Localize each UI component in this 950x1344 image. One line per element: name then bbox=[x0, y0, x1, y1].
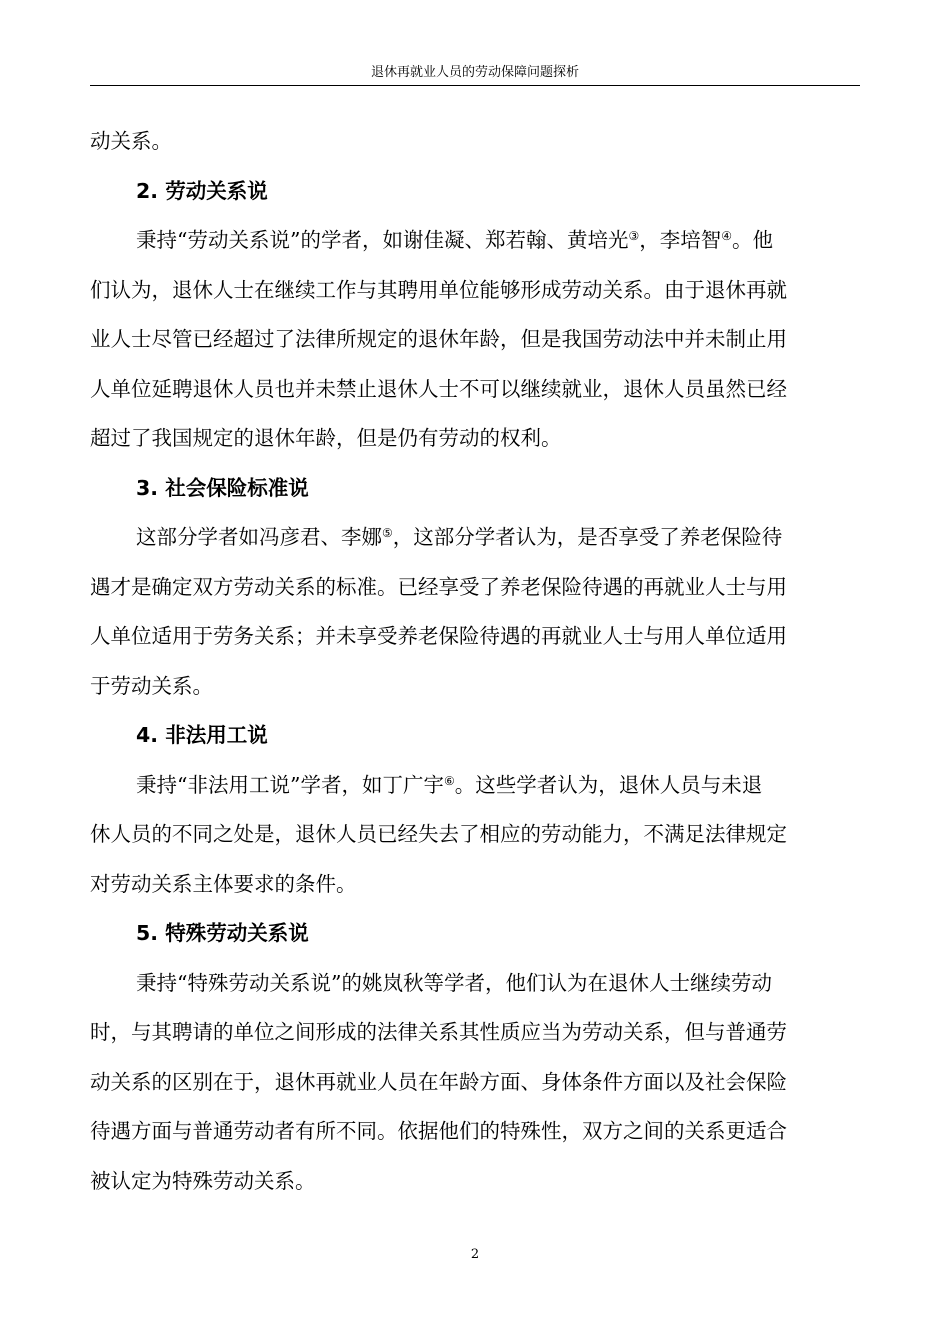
text-line bbox=[90, 216, 862, 266]
text-line: 于劳动关系。 bbox=[90, 673, 213, 698]
text-segment: ，李培智 bbox=[639, 228, 722, 252]
text-segment: 秉持“非法用工说”学者，如丁广宇 bbox=[136, 772, 444, 797]
text-line: 对劳动关系主体要求的条件。 bbox=[90, 871, 357, 896]
text-line: 人单位适用于劳务关系；并未享受养老保险待遇的再就业人士与用人单位适用 bbox=[90, 624, 787, 648]
text-line: 业人士尽管已经超过了法律所规定的退休年龄，但是我国劳动法中并未制止用 bbox=[90, 327, 787, 351]
section-heading-4: 4. 非法用工说 bbox=[136, 723, 268, 747]
document-body bbox=[90, 117, 862, 1206]
page-header: 退休再就业人员的劳动保障问题探析 bbox=[370, 65, 579, 80]
text-line: 休人员的不同之处是，退休人员已经失去了相应的劳动能力，不满足法律规定 bbox=[90, 822, 787, 846]
paragraph-special-labor-relation bbox=[90, 959, 862, 1207]
text-line: 时，与其聘请的单位之间形成的法律关系其性质应当为劳动关系，但与普通劳 bbox=[90, 1020, 787, 1044]
text-segment: ，这部分学者认为，是否享受了养老保险待 bbox=[392, 525, 783, 549]
text-segment: 这部分学者如冯彦君、李娜 bbox=[136, 525, 382, 549]
footnote-ref-4: ④ bbox=[721, 229, 732, 243]
text-segment: 秉持“劳动关系说”的学者，如谢佳凝、郑若翰、黄培光 bbox=[136, 228, 629, 252]
text-line: 人单位延聘退休人员也并未禁止退休人士不可以继续就业，退休人员虽然已经 bbox=[90, 376, 787, 401]
text-line: 被认定为特殊劳动关系。 bbox=[90, 1168, 316, 1193]
section-heading-5: 5. 特殊劳动关系说 bbox=[136, 921, 309, 945]
text-segment: 。这些学者认为，退休人员与未退 bbox=[454, 772, 763, 797]
text-line: 遇才是确定双方劳动关系的标准。已经享受了养老保险待遇的再就业人士与用 bbox=[90, 574, 787, 599]
text-line bbox=[90, 513, 862, 563]
paragraph-social-insurance bbox=[90, 513, 862, 711]
page-number: 2 bbox=[470, 1247, 480, 1262]
text-line: 待遇方面与普通劳动者有所不同。依据他们的特殊性，双方之间的关系更适合 bbox=[90, 1119, 787, 1143]
text-line bbox=[90, 761, 862, 811]
section-heading-3: 3. 社会保险标准说 bbox=[136, 475, 309, 500]
text-line: 们认为，退休人士在继续工作与其聘用单位能够形成劳动关系。由于退休再就 bbox=[90, 277, 787, 302]
text-line: 动关系。 bbox=[90, 129, 172, 153]
footnote-ref-6: ⑥ bbox=[443, 773, 455, 788]
footnote-ref-3: ③ bbox=[628, 229, 640, 243]
text-line: 秉持“特殊劳动关系说”的姚岚秋等学者，他们认为在退休人士继续劳动 bbox=[136, 970, 772, 995]
text-segment: 。他 bbox=[732, 228, 773, 252]
header-rule bbox=[90, 85, 860, 86]
paragraph-illegal-employment bbox=[90, 761, 862, 910]
text-line: 动关系的区别在于，退休再就业人员在年龄方面、身体条件方面以及社会保险 bbox=[90, 1069, 787, 1094]
paragraph-labor-relation bbox=[90, 216, 862, 464]
text-line: 超过了我国规定的退休年龄，但是仍有劳动的权利。 bbox=[90, 426, 562, 450]
section-heading-2: 2. 劳动关系说 bbox=[136, 178, 268, 203]
footnote-ref-5: ⑤ bbox=[382, 526, 393, 540]
paragraph-continuation bbox=[90, 117, 862, 167]
